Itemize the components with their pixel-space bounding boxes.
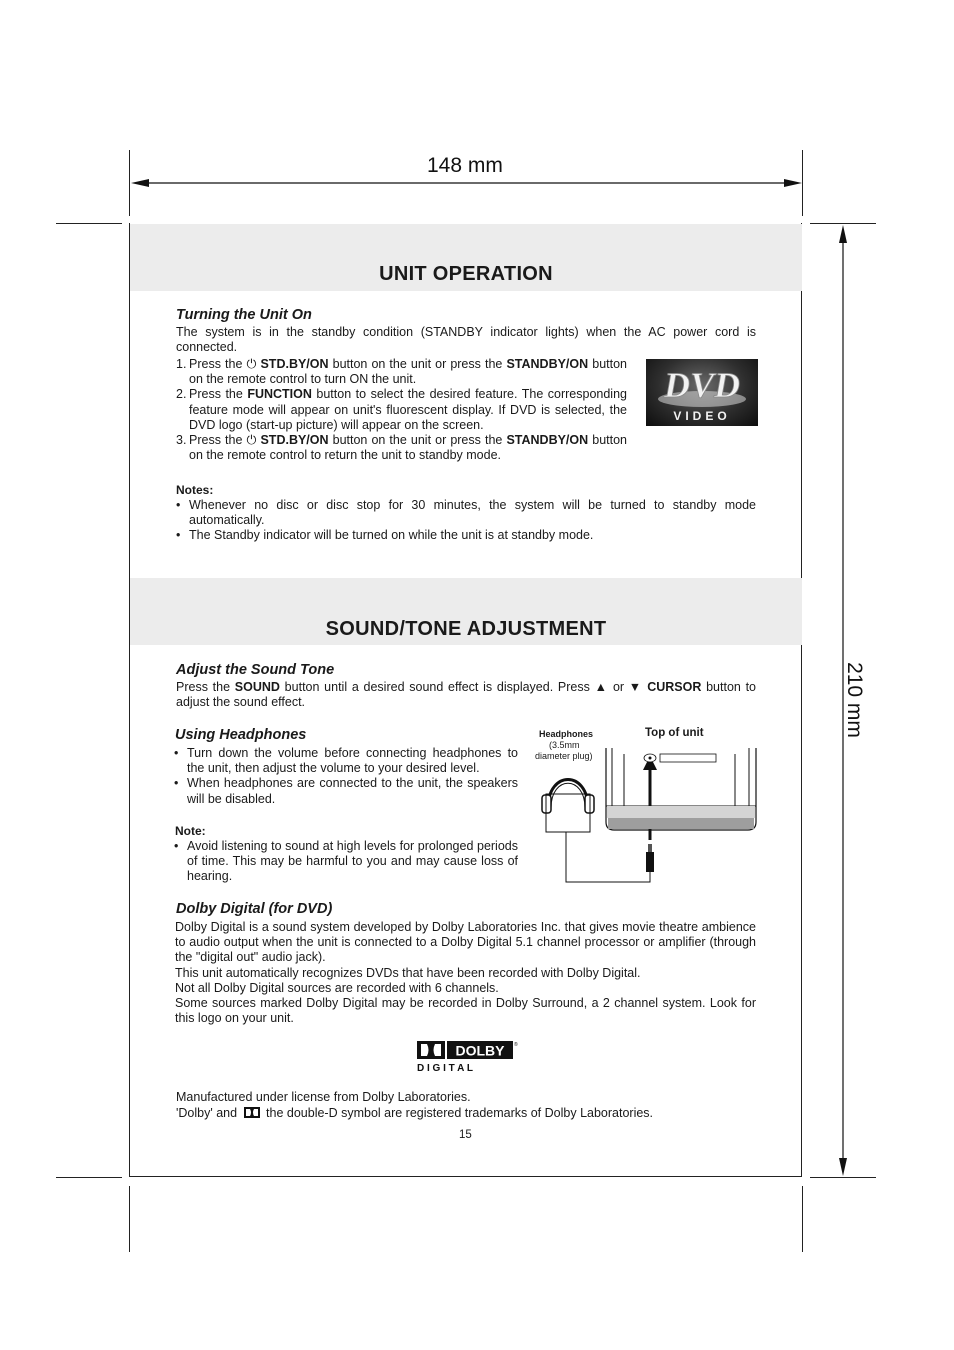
double-d-icon [417,1041,445,1059]
note-item: • The Standby indicator will be turned on while the unit is at standby mode. [176,528,594,543]
headphones-icon [542,780,594,833]
headphones-note-list [174,839,518,885]
power-icon: ⏻ [246,433,261,448]
crop-line-bottom-left [56,1177,122,1178]
video-logo-text: VIDEO [673,409,731,423]
headphones-label: Headphones [539,729,594,739]
svg-text:®: ® [514,1042,518,1048]
unit-top-icon [606,748,756,830]
step-2: 2. Press the FUNCTION button to select the desired feature. The corresponding feature mode will appear on unit's fluorescent display. If DVD is selected, the DVD logo (start-up picture) will appear on the screen. [176,387,627,432]
double-d-icon [244,1107,260,1118]
plug-icon [646,844,654,872]
dolby-logo-word: DOLBY [455,1042,505,1059]
plug-size-label: (3.5mm [549,740,580,750]
step-number: 3. [176,433,187,448]
step-number: 2. [176,387,187,402]
headphones-item: • When headphones are connected to the unit, the speakers will be disabled. [174,776,518,806]
adjust-sound-text: Press the SOUND button until a desired sound effect is displayed. Press ▲ or ▼ CURSOR button to adjust the sound effect. [176,680,757,710]
unit-operation-title: UNIT OPERATION [379,263,553,285]
power-icon: ⏻ [246,357,261,371]
notes-list [176,498,756,544]
headphones-item: • Turn down the volume before connecting headphones to the unit, then adjust the volume to your desired level. [174,746,518,776]
headphones-note-heading: Note: [175,824,206,838]
width-dimension-label: 148 mm [427,154,503,177]
top-of-unit-label: Top of unit [645,727,704,739]
dolby-text [175,920,756,1026]
headphones-note-item: • Avoid listening to sound at high levels for prolonged periods of time. This may be harmful to you and may cause loss of hearing. [174,839,518,884]
dvd-logo-text: DVD [663,365,741,405]
headphones-list [174,746,518,807]
notes-heading: Notes: [176,483,214,497]
dolby-paragraph: This unit automatically recognizes DVDs that have been recorded with Dolby Digital. [175,965,641,980]
sound-tone-title: SOUND/TONE ADJUSTMENT [325,618,607,640]
crop-line-top-left [56,223,122,224]
turning-on-heading: Turning the Unit On [176,307,312,323]
step-number: 1. [176,357,187,371]
adjust-sound-heading: Adjust the Sound Tone [176,662,335,678]
step-3: 3. Press the ⏻ STD.BY/ON button on the unit or press the STANDBY/ON button on the remote control to return the unit to standby mode. [176,433,627,463]
dvd-video-logo [646,359,758,426]
dolby-paragraph: Dolby Digital is a sound system developed by Dolby Laboratories Inc. that gives movie theatre ambience to audio output when the unit is connected to a Dolby Digital 5.1 channel processor or amplifier (through the "digital out" audio jack). [175,920,756,965]
dolby-digital-logo [416,1040,518,1074]
plug-diameter-label: diameter plug) [535,751,593,761]
crop-line-right-bottom [802,1186,803,1252]
dolby-paragraph: Not all Dolby Digital sources are recorded with 6 channels. [175,980,499,995]
dolby-logo-digital: D I G I T A L [417,1063,473,1074]
step-1: 1. Press the ⏻ STD.BY/ON button on the unit or press the STANDBY/ON button on the remote control to turn ON the unit. [176,357,627,387]
headphones-heading: Using Headphones [175,727,307,743]
turning-on-steps [176,357,627,463]
note-item: • Whenever no disc or disc stop for 30 minutes, the system will be turned to standby mode automatically. [176,498,756,528]
dolby-paragraph: Some sources marked Dolby Digital may be recorded in Dolby Surround, a 2 channel system. Look for this logo on your unit. [175,996,756,1026]
headphones-connection-diagram [530,740,765,890]
license-line-2: 'Dolby' and the double-D symbol are registered trademarks of Dolby Laboratories. [176,1106,654,1120]
turning-on-intro: The system is in the standby condition (STANDBY indicator lights) when the AC power cord is connected. [176,325,756,355]
page-number: 15 [459,1129,472,1141]
crop-line-left-bottom [129,1186,130,1252]
dolby-heading: Dolby Digital (for DVD) [176,901,333,917]
height-dimension-label: 210 mm [843,662,866,738]
license-line-1: Manufactured under license from Dolby Laboratories. [176,1090,471,1104]
